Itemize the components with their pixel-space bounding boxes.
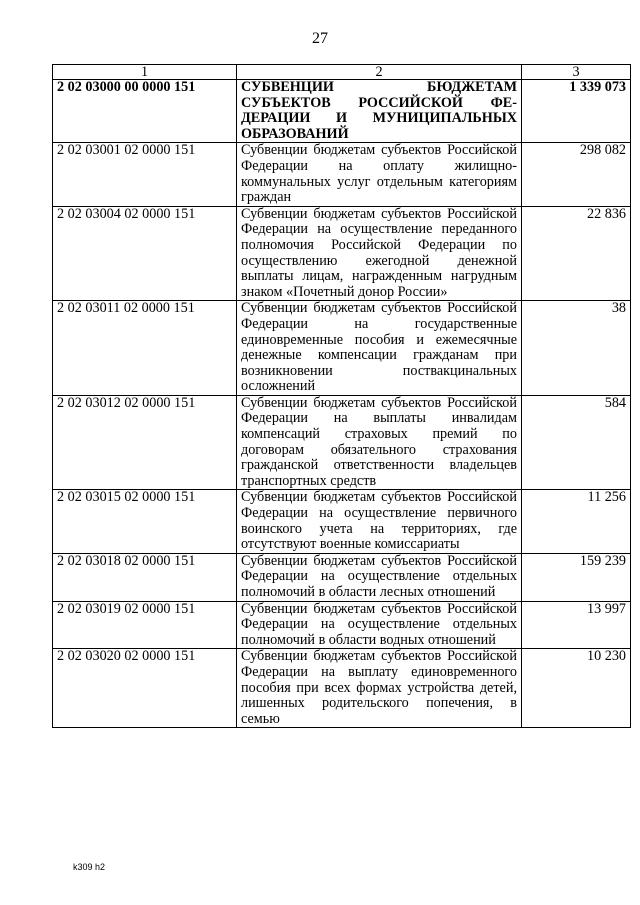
row-amount: 298 082 (522, 143, 631, 206)
row-amount: 11 256 (522, 490, 631, 553)
row-description: Субвенции бюджетам субъектов Российской Федерации на государственные единовременные пособия и ежемесячные денежные компенсации гражданам при возникновении поствакцинальных осложнений (237, 301, 522, 396)
header-row (53, 65, 631, 80)
row-description: Субвенции бюджетам субъектов Российской Федерации на выплаты инвалидам компенсаций страховых премий по договорам обязательного страхования гражданской ответственности владельцев транспортных средств (237, 395, 522, 490)
page-number: 27 (312, 30, 328, 47)
row-amount: 159 239 (522, 553, 631, 601)
budget-code: 2 02 03000 00 0000 151 (53, 80, 237, 143)
table-row (53, 206, 631, 301)
budget-code: 2 02 03001 02 0000 151 (53, 143, 237, 206)
table-row (53, 80, 631, 143)
budget-code: 2 02 03012 02 0000 151 (53, 395, 237, 490)
row-amount: 10 230 (522, 649, 631, 728)
column-header-1: 1 (53, 65, 237, 80)
table-row (53, 601, 631, 649)
row-amount: 22 836 (522, 206, 631, 301)
row-amount: 13 997 (522, 601, 631, 649)
row-description: Субвенции бюджетам субъектов Российской Федерации на оплату жилищно-коммунальных услуг отдельным категориям граждан (237, 143, 522, 206)
budget-code: 2 02 03020 02 0000 151 (53, 649, 237, 728)
table-row (53, 490, 631, 553)
column-header-2: 2 (237, 65, 522, 80)
budget-code: 2 02 03019 02 0000 151 (53, 601, 237, 649)
budget-code: 2 02 03018 02 0000 151 (53, 553, 237, 601)
table-row (53, 395, 631, 490)
table-body (53, 80, 631, 728)
row-description: Субвенции бюджетам субъектов Российской Федерации на осуществление переданного полномочия Российской Федерации по осуществлению ежегодной денежной выплаты лицам, награжденным нагрудным знаком «Почетный донор России» (237, 206, 522, 301)
table-row (53, 301, 631, 396)
table-row (53, 649, 631, 728)
row-amount: 38 (522, 301, 631, 396)
row-description: Субвенции бюджетам субъектов Российской Федерации на выплату единовременного пособия при всех формах устройства детей, лишенных родительского попечения, в семью (237, 649, 522, 728)
row-description: Субвенции бюджетам субъектов Российской Федерации на осуществление первичного воинского учета на территориях, где отсутствуют военные комиссариаты (237, 490, 522, 553)
table-row (53, 553, 631, 601)
footer-document-code: k309 h2 (73, 862, 106, 872)
budget-code: 2 02 03011 02 0000 151 (53, 301, 237, 396)
column-header-3: 3 (522, 65, 631, 80)
budget-code: 2 02 03004 02 0000 151 (53, 206, 237, 301)
budget-table (52, 64, 631, 728)
row-amount: 1 339 073 (522, 80, 631, 143)
row-amount: 584 (522, 395, 631, 490)
budget-code: 2 02 03015 02 0000 151 (53, 490, 237, 553)
row-description: Субвенции бюджетам субъектов Российской Федерации на осуществление отдельных полномочий в области лесных отношений (237, 553, 522, 601)
row-description: СУБВЕНЦИИ БЮДЖЕТАМ СУБЪЕКТОВ РОССИЙСКОЙ ФЕДЕРАЦИИ И МУНИЦИПАЛЬНЫХ ОБРАЗОВАНИЙ (237, 80, 522, 143)
table-row (53, 143, 631, 206)
row-description: Субвенции бюджетам субъектов Российской Федерации на осуществление отдельных полномочий в области водных отношений (237, 601, 522, 649)
